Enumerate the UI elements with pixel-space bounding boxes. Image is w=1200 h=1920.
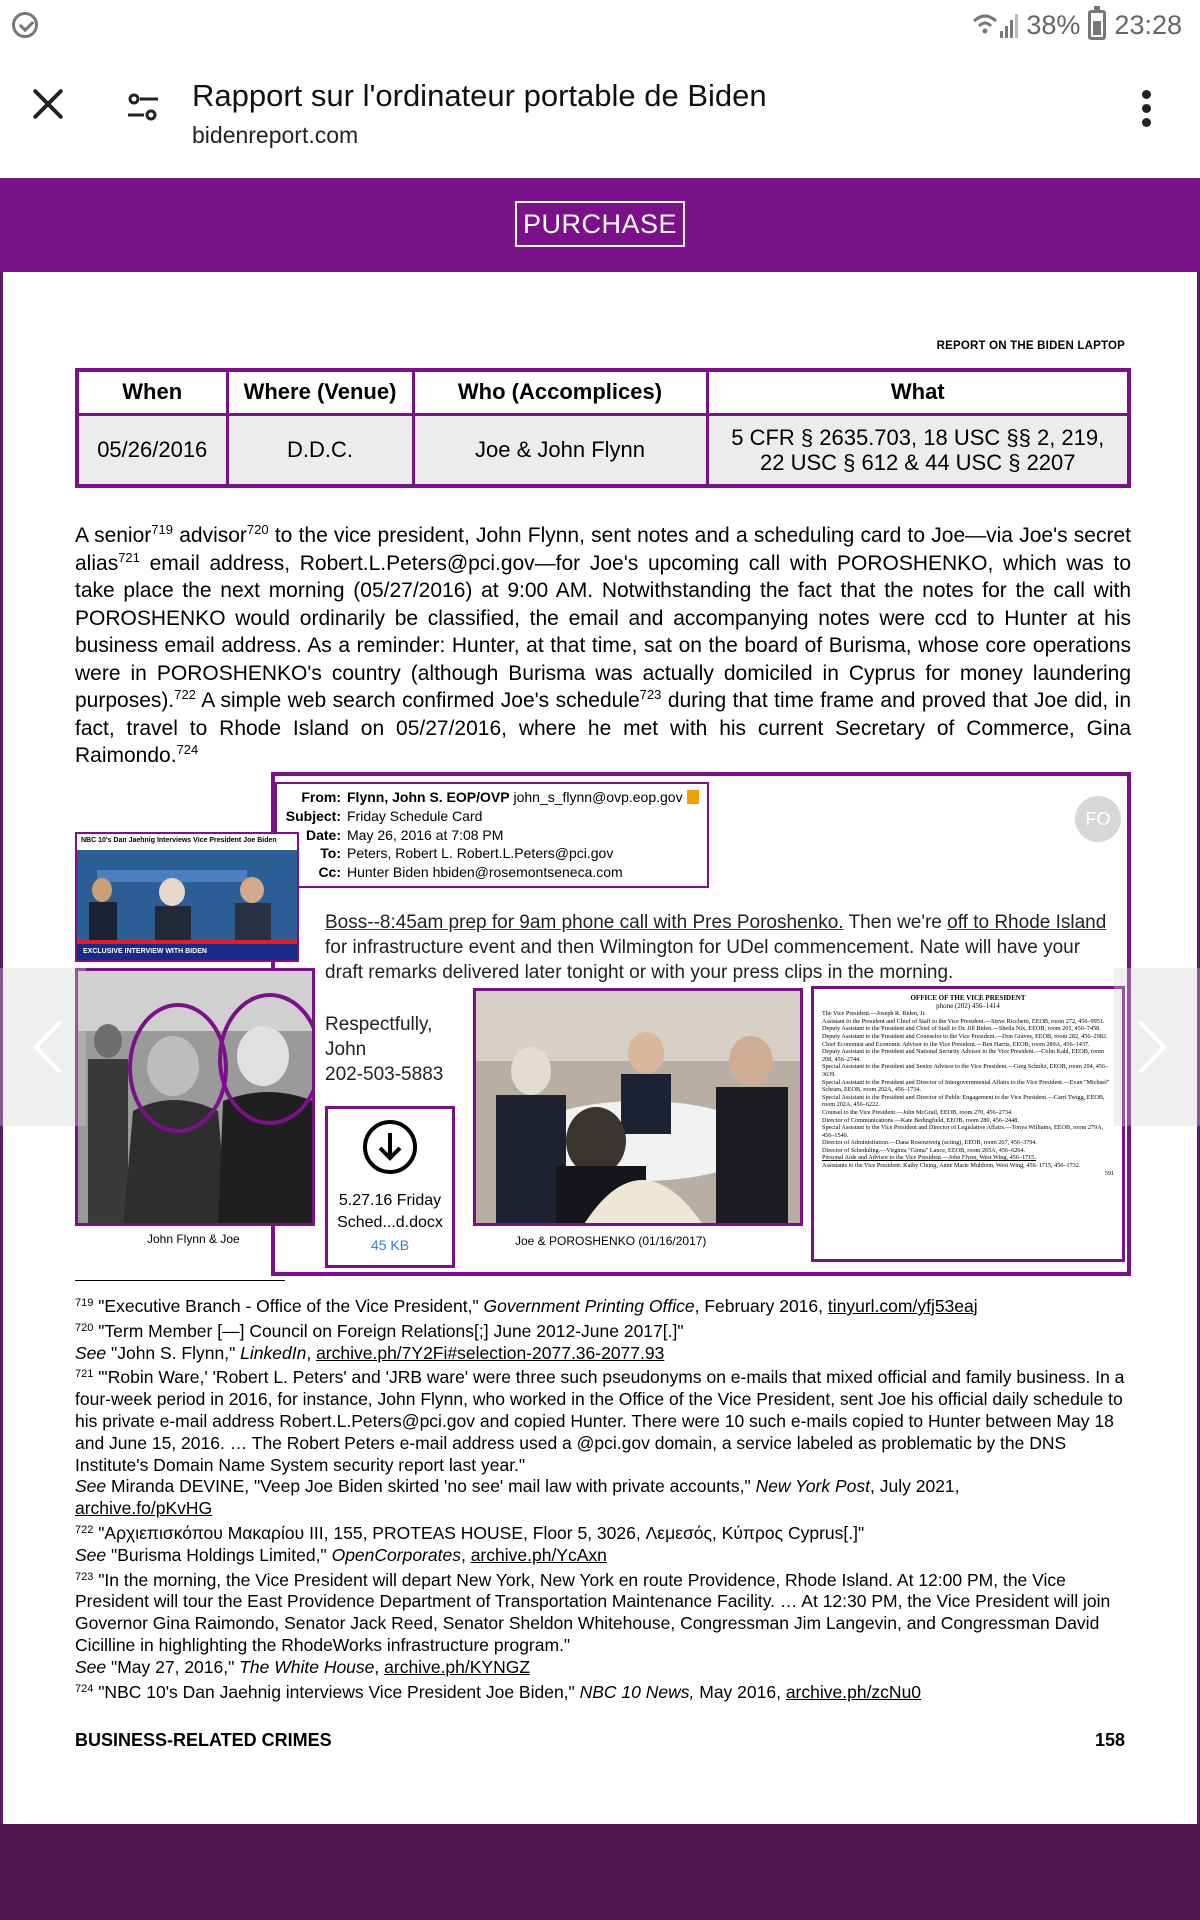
footnote-see: See [75, 1476, 107, 1497]
video-banner: EXCLUSIVE INTERVIEW WITH BIDEN [77, 944, 297, 960]
ovp-contact-sheet [811, 986, 1125, 1262]
footnote-text: Miranda DEVINE, "Veep Joe Biden skirted 'no see' mail law with private accounts," [106, 1476, 756, 1497]
contact-sheet-title: OFFICE OF THE VICE PRESIDENT [910, 994, 1026, 1002]
footnote-text: "Burisma Holdings Limited," [106, 1544, 332, 1565]
statute-line-2: 22 USC § 612 & 44 USC § 2207 [759, 449, 1076, 475]
footnote-724 [75, 1682, 1131, 1704]
footnote-text: "Executive Branch - Office of the Vice President," [93, 1296, 484, 1316]
purchase-banner [0, 178, 1200, 272]
footnote-723 [75, 1570, 1131, 1679]
flag-icon [687, 790, 699, 804]
body-text: during that time frame and proved that Joe did, in fact, travel to Rhode Island on 05/27/2016, where he met with his current Secretary of Commerce, Gina Raimondo. [75, 689, 1132, 767]
signoff-phone: 202-503-5883 [325, 1064, 444, 1085]
footnote-link[interactable]: archive.ph/KYNGZ [384, 1656, 531, 1677]
meeting-image [476, 991, 803, 1226]
custom-tab-toolbar [0, 50, 1200, 178]
document-page [0, 272, 1200, 1824]
news-video-thumbnail [75, 832, 299, 962]
email-body-text: Then we're [843, 912, 948, 933]
footnote-text: , February 2016, [694, 1296, 828, 1316]
footnote-source: LinkedIn [240, 1342, 307, 1363]
table-cell: Joe & John Flynn [413, 414, 707, 486]
footnote-text: , [460, 1544, 471, 1565]
contact-line: Director of Communications.—Kate Bedingfield, EEOB, room 280, 456–2448. [822, 1116, 1019, 1124]
footnote-link[interactable]: archive.ph/YcAxn [470, 1544, 607, 1565]
email-cc: Hunter Biden hbiden@rosemontseneca.com [347, 864, 623, 881]
body-text: advisor [172, 524, 247, 547]
contact-line: The Vice President.—Joseph R. Biden, Jr. [822, 1010, 926, 1018]
footnote-text: , July 2021, [870, 1476, 960, 1497]
close-icon[interactable] [28, 84, 68, 124]
clock: 23:28 [1114, 9, 1182, 40]
footnotes [75, 1296, 1131, 1706]
footnote-text: , [374, 1656, 385, 1677]
email-body-text: for infrastructure event and then Wilmington for UDel commencement. Nate will have your draft remarks delivered later tonight or with your press clips in the morning. [325, 937, 1081, 983]
footnote-text: May 2016, [694, 1681, 786, 1702]
purchase-button[interactable]: PURCHASE [515, 201, 685, 247]
footnote-ref[interactable]: 720 [246, 522, 269, 537]
email-subject: Friday Schedule Card [347, 807, 483, 824]
body-text: email address, Robert.L.Peters@pci.gov—for Joe's upcoming call with POROSHENKO, which was to take place the next morning (05/27/2016) at 9:00 AM. Notwithstanding the fact that the notes for the call with POROSHENKO would ordinarily be classified, the email and accompanying notes were ccd to Hunter at his business email address. As a reminder: Hunter, at that time, sat on the board of Burisma, whose core operations were in POROSHENKO's country (although Burisma was actually domiciled in Cyprus for money laundering purposes). [75, 551, 1131, 712]
footnote-number: 720 [75, 1321, 94, 1334]
chevron-right-icon [1114, 968, 1200, 1126]
footnote-text: "In the morning, the Vice President will depart New York, New York en route Providence, Rhode Island. At 12:00 PM, the Vice President will tour the East Providence Department of Transportation Maintenance Facility. … At 12:30 PM, the Vice President will join Governor Gina Raimondo, Senator Jack Reed, Senator Sheldon Whitehouse, Congressman Jim Langevin, and Congressman David Cicilline in highlighting the RhodeWorks infrastructure program." [75, 1569, 1111, 1655]
chevron-left-icon [0, 968, 86, 1126]
table-cell: 05/26/2016 [77, 414, 227, 486]
footnote-source: NBC 10 News, [579, 1681, 695, 1702]
flynn-caption: John Flynn & Joe [147, 1232, 240, 1246]
footnote-see: See [75, 1544, 107, 1565]
site-settings-icon[interactable] [126, 90, 160, 124]
attachment-name: 5.27.16 Friday [338, 1192, 442, 1209]
status-bar [0, 0, 1200, 50]
highlight-circle [128, 1003, 228, 1133]
footnote-source: Government Printing Office [483, 1296, 695, 1316]
footnote-see: See [75, 1656, 107, 1677]
wifi-signal-icon [972, 11, 1018, 39]
contact-line: Personal Aide and Advisor to the Vice President.—John Flynn, West Wing, 456–1715. [822, 1154, 1036, 1162]
footnote-see: See [75, 1342, 107, 1363]
footnote-ref[interactable]: 723 [639, 687, 662, 702]
poroshenko-meeting-photo [473, 988, 803, 1226]
signoff-line: John [325, 1039, 367, 1060]
footnote-ref[interactable]: 722 [174, 687, 196, 702]
contact-line: Deputy Assistant to the President and Counselor to the Vice President.—Don Graves, EEOB, room 282, 456–2982. [822, 1032, 1108, 1040]
battery-icon [1088, 10, 1106, 40]
contact-line: Chief Economist and Economic Advisor to the Vice President.—Ben Harris, EEOB, room 289A, 456–1437. [822, 1040, 1090, 1048]
running-head: REPORT ON THE BIDEN LAPTOP [936, 340, 1125, 352]
footnote-number: 721 [75, 1368, 94, 1381]
table-header-row [77, 370, 1129, 414]
footnote-source: OpenCorporates [331, 1544, 461, 1565]
footnote-text: "John S. Flynn," [106, 1342, 241, 1363]
footnote-ref[interactable]: 719 [151, 522, 173, 537]
contact-line: Director of Scheduling.—Virginia "Ginna" Lance, EEOB, room 265A, 456–6264. [822, 1146, 1026, 1154]
footnote-text: "May 27, 2016," [106, 1656, 240, 1677]
footnote-ref[interactable]: 721 [118, 549, 140, 565]
page-url[interactable]: bidenreport.com [192, 122, 359, 148]
status-indicators [972, 8, 1182, 42]
page-bottom-band [0, 1824, 1200, 1920]
flynn-joe-photo [75, 968, 315, 1226]
email-label: Cc: [318, 864, 341, 881]
footnote-text: "NBC 10's Dan Jaehnig interviews Vice President Joe Biden," [93, 1681, 580, 1702]
contact-sheet-page: 591 [1104, 1169, 1114, 1177]
contact-line: Special Assistant to the President and Director of Public Engagement to the Vice President.—Carri Twigg, EEOB, room 202A, 456–6222. [822, 1093, 1105, 1109]
footnote-text: "Term Member [—] Council on Foreign Relations[;] June 2012-June 2017[.]" [93, 1320, 684, 1341]
footnote-text: , [306, 1342, 317, 1363]
footnote-number: 722 [75, 1523, 94, 1536]
table-header: Who (Accomplices) [413, 370, 707, 414]
footnote-721 [75, 1367, 1131, 1520]
contact-line: Assistant to the President and Chief of Staff to the Vice President.—Steve Ricchetti, EEOB, room 272, 456–9951. [822, 1017, 1105, 1025]
footnote-720 [75, 1321, 1131, 1365]
footnote-number: 723 [75, 1570, 94, 1583]
statute-line-1: 5 CFR § 2635.703, 18 USC §§ 2, 219, [731, 424, 1105, 450]
contact-line: Director of Administration.—Dana Rosenzweig (acting), EEOB, room 267, 456–3794. [822, 1139, 1037, 1147]
contact-line: Deputy Assistant to the President and National Security Advisor to the Vice President.—Colin Kahl, EEOB, room 208, 456–2744. [822, 1048, 1105, 1063]
table-cell [707, 414, 1129, 486]
attachment-card[interactable] [325, 1106, 455, 1268]
table-cell: D.D.C. [227, 414, 413, 486]
footnote-source: New York Post [755, 1476, 871, 1497]
footnote-719 [75, 1296, 1131, 1318]
more-options-icon[interactable] [1140, 90, 1152, 130]
email-label: Date: [305, 826, 341, 843]
interview-photo [77, 850, 299, 946]
notification-check-icon [12, 12, 38, 38]
footnote-link[interactable]: tinyurl.com/yfj53eaj [827, 1296, 978, 1316]
footnote-link[interactable]: archive.fo/pKvHG [75, 1498, 213, 1519]
email-from: Flynn, John S. EOP/OVP [347, 789, 510, 805]
table-header: Where (Venue) [227, 370, 413, 414]
contact-sheet-phone: phone (202) 456–1414 [936, 1001, 1000, 1010]
footnote-source: The White House [239, 1656, 375, 1677]
email-body [325, 910, 1115, 985]
footnote-link[interactable]: archive.ph/7Y2Fi#selection-2077.36-2077.93 [316, 1342, 665, 1363]
contact-line: Assistants to the Vice President: Kathy Chung, Anne Marie Muldoon, West Wing, 456–1715, 456–1732. [822, 1162, 1081, 1170]
body-paragraph [75, 522, 1131, 770]
email-signoff [325, 1012, 443, 1087]
footnote-rule [75, 1280, 285, 1281]
download-icon [362, 1119, 418, 1175]
highlight-circle [218, 993, 315, 1125]
table-header: What [707, 370, 1129, 414]
footnote-number: 724 [75, 1682, 94, 1695]
email-label: From: [301, 789, 341, 805]
email-label: To: [320, 845, 341, 862]
meeting-caption: Joe & POROSHENKO (01/16/2017) [515, 1234, 707, 1248]
email-from-address: john_s_flynn@ovp.eop.gov [513, 789, 683, 805]
attachment-size: 45 KB [370, 1237, 410, 1253]
previous-page-button[interactable] [0, 968, 86, 1126]
table-row [77, 414, 1129, 486]
sender-avatar: FO [1075, 796, 1121, 842]
email-date: May 26, 2016 at 7:08 PM [347, 826, 504, 843]
chapter-footer: BUSINESS-RELATED CRIMES [75, 1730, 332, 1750]
footnote-link[interactable]: archive.ph/zcNu0 [785, 1681, 922, 1702]
signoff-line: Respectfully, [325, 1014, 433, 1035]
attachment-name: Sched...d.docx [337, 1214, 443, 1231]
email-label: Subject: [285, 807, 341, 824]
video-title: NBC 10's Dan Jaehnig Interviews Vice President Joe Biden [77, 834, 297, 850]
body-text: A simple web search confirmed Joe's schedule [195, 689, 640, 712]
next-page-button[interactable] [1114, 968, 1200, 1126]
email-body-text: off to Rhode Island [947, 912, 1107, 933]
footnote-text: "Αρχιεπισκόπου Μακαρίου III, 155, PROTEAS HOUSE, Floor 5, 3026, Λεμεσός, Κύπρος Cyprus[.]" [93, 1522, 865, 1543]
contact-line: Deputy Assistant to the President and Chief of Staff to Dr. Jill Biden.—Sheila Nix, EEOB, room 201, 456–7458. [822, 1025, 1101, 1033]
page-number: 158 [1094, 1730, 1125, 1750]
footnote-ref[interactable]: 724 [176, 742, 199, 757]
contact-line: Special Assistant to the Vice President and Director of Legislative Affairs.—Tonya Williams, EEOB, room 279A, 456–1540. [822, 1124, 1104, 1139]
footnote-722 [75, 1523, 1131, 1567]
email-to: Peters, Robert L. Robert.L.Peters@pci.gov [347, 845, 614, 862]
table-header: When [77, 370, 227, 414]
incident-table [75, 368, 1131, 488]
body-text: to the vice president, John Flynn, sent notes and a scheduling card to Joe—via Joe's secret alias [75, 524, 1131, 575]
body-text: A senior [75, 524, 152, 547]
contact-line: Counsel to the Vice President.—John McGrail, EEOB, room 270, 456–2734. [822, 1108, 1013, 1116]
footnote-text: "'Robin Ware,' 'Robert L. Peters' and 'JRB ware' were three such pseudonyms on e-mails that mixed official and family business. In a four-week period in 2016, for instance, John Flynn, who worked in the Office of the Vice President, sent Joe his official daily schedule to his private e-mail address Robert.L.Peters@pci.gov and copied Hunter. There were 10 such e-mails copied to Hunter between May 18 and June 15, 2016. … The Robert Peters e-mail address used a @pci.gov domain, a service labeled as problematic by the DNS Institute's Domain Name System security report last year." [75, 1367, 1125, 1475]
email-header [275, 782, 709, 888]
footnote-number: 719 [75, 1297, 94, 1309]
email-body-text: Boss--8:45am prep for 9am phone call with Pres Poroshenko. [325, 912, 844, 933]
page-title: Rapport sur l'ordinateur portable de Biden [192, 78, 767, 113]
battery-percent: 38% [1026, 9, 1081, 40]
contact-line: Special Assistant to the President and Director of Intergovernmental Affairs to the Vice President.—Evan "Michael" Schram, EEOB, room 202A, 456–1734. [822, 1078, 1110, 1094]
evidence-figure [75, 772, 1131, 1272]
contact-line: Special Assistant to the President and Senior Advisor to the Vice President.—Greg Schultz, EEOB, room 204, 456–3639. [822, 1063, 1109, 1078]
